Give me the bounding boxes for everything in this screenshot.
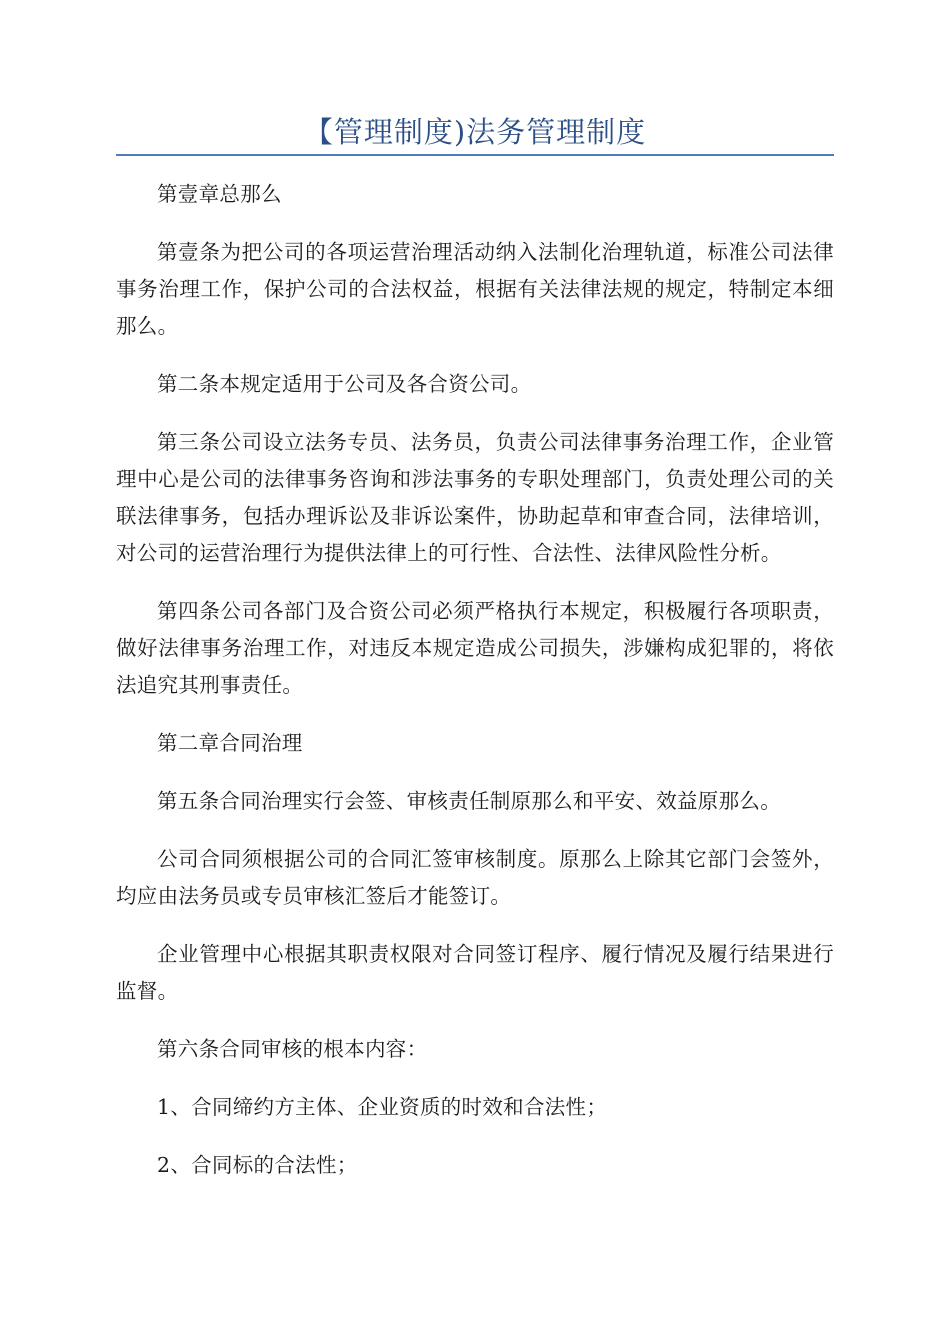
article-paragraph: 第四条公司各部门及合资公司必须严格执行本规定，积极履行各项职责，做好法律事务治理工作，对违反本规定造成公司损失，涉嫌构成犯罪的，将依法追究其刑事责任。 — [116, 599, 834, 697]
article-paragraph: 公司合同须根据公司的合同汇签审核制度。原那么上除其它部门会签外，均应由法务员或专员审核汇签后才能签订。 — [116, 847, 834, 908]
article-paragraph: 企业管理中心根据其职责权限对合同签订程序、履行情况及履行结果进行监督。 — [116, 942, 834, 1003]
title-underline — [116, 154, 834, 156]
article-paragraph: 第壹条为把公司的各项运营治理活动纳入法制化治理轨道，标准公司法律事务治理工作，保护公司的合法权益，根据有关法律法规的规定，特制定本细那么。 — [116, 240, 834, 338]
chapter-heading: 第壹章总那么 — [157, 182, 282, 206]
chapter-heading: 第二章合同治理 — [157, 731, 303, 755]
list-item: 1、合同缔约方主体、企业资质的时效和合法性； — [157, 1095, 608, 1119]
article-paragraph: 第三条公司设立法务专员、法务员，负责公司法律事务治理工作，企业管理中心是公司的法律事务咨询和涉法事务的专职处理部门，负责处理公司的关联法律事务，包括办理诉讼及非诉讼案件，协助起草和审查合同，法律培训，对公司的运营治理行为提供法律上的可行性、合法性、法律风险性分析。 — [116, 430, 834, 565]
document-title: 【管理制度)法务管理制度 — [303, 115, 647, 149]
article-paragraph: 第六条合同审核的根本内容： — [157, 1037, 428, 1061]
document-body — [116, 176, 834, 1205]
article-paragraph: 第二条本规定适用于公司及各合资公司。 — [157, 372, 532, 396]
list-item: 2、合同标的合法性； — [157, 1153, 358, 1177]
article-paragraph: 第五条合同治理实行会签、审核责任制原那么和平安、效益原那么。 — [157, 789, 781, 813]
